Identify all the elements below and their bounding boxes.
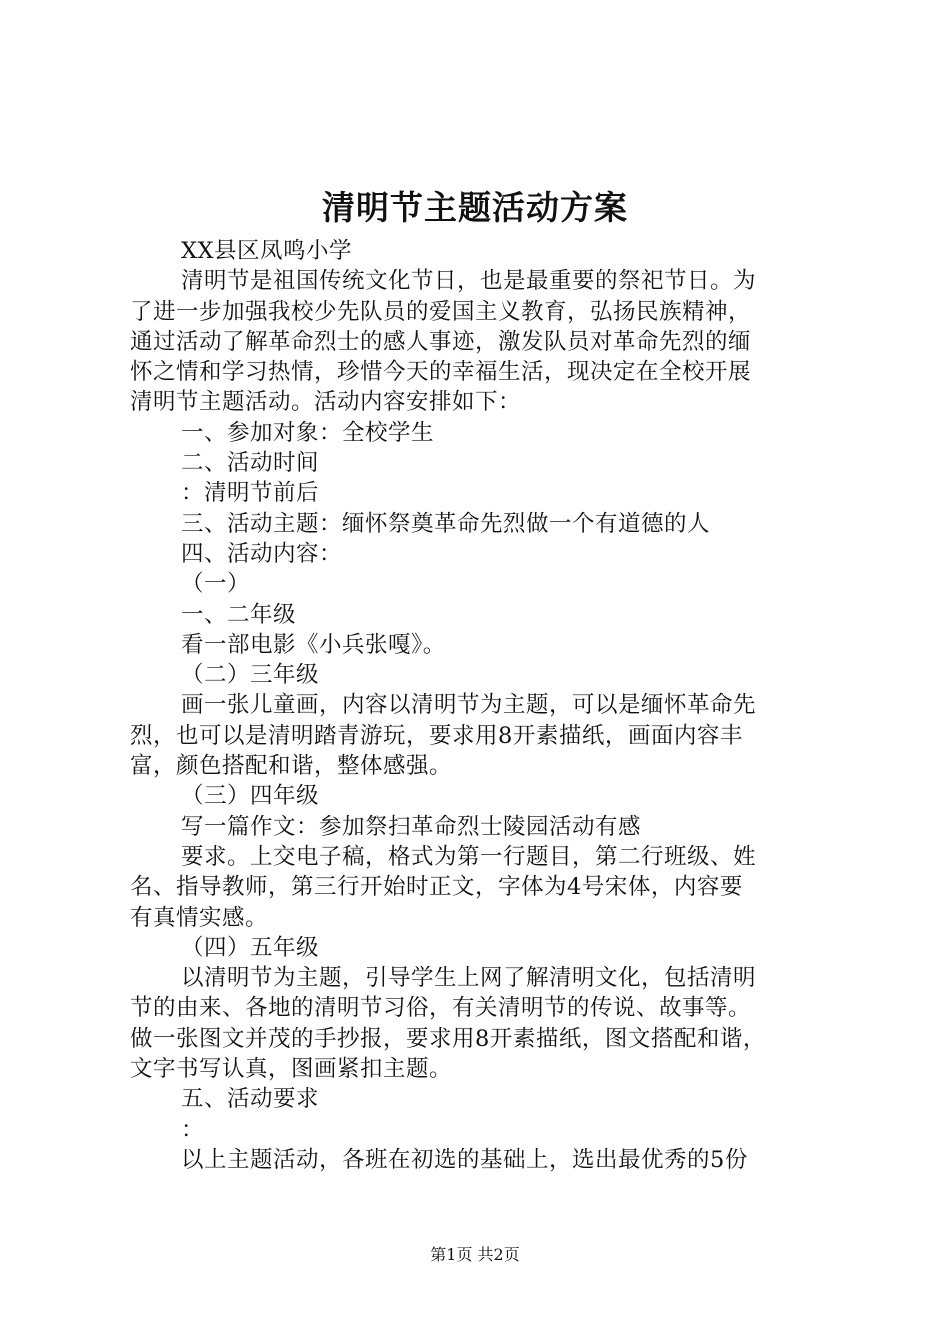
- body-line: 富，颜色搭配和谐，整体感强。: [130, 753, 453, 780]
- body-line: 要求。上交电子稿，格式为第一行题目，第二行班级、姓: [181, 843, 757, 870]
- body-line: 一、参加对象：全校学生: [181, 419, 435, 446]
- body-line: （四）五年级: [181, 934, 320, 961]
- body-line: 四、活动内容：: [181, 540, 343, 567]
- body-line: 有真情实感。: [130, 904, 269, 931]
- body-line: 通过活动了解革命烈士的感人事迹，激发队员对革命先烈的缅: [130, 328, 752, 355]
- body-line: 怀之情和学习热情，珍惜今天的幸福生活，现决定在全校开展: [130, 359, 752, 386]
- body-line: 名、指导教师，第三行开始时正文，字体为4号宋体，内容要: [130, 874, 743, 901]
- body-line: ：清明节前后: [181, 480, 320, 507]
- body-line: （三）四年级: [181, 783, 320, 810]
- page-footer: 第1页 共2页: [430, 1245, 520, 1264]
- body-line: 三、活动主题：缅怀祭奠革命先烈做一个有道德的人: [181, 510, 711, 537]
- body-line: 二、活动时间: [181, 450, 320, 477]
- body-line: （二）三年级: [181, 662, 320, 689]
- body-line: 烈，也可以是清明踏青游玩，要求用8开素描纸，画面内容丰: [130, 722, 743, 749]
- body-line: 画一张儿童画，内容以清明节为主题，可以是缅怀革命先: [181, 692, 757, 719]
- body-line: ：: [181, 1116, 205, 1143]
- body-line: 清明节主题活动。活动内容安排如下：: [130, 389, 522, 416]
- body-line: 节的由来、各地的清明节习俗，有关清明节的传说、故事等。: [130, 995, 752, 1022]
- body-line: 看一部电影《小兵张嘎》。: [181, 631, 446, 658]
- body-line: 五、活动要求: [181, 1086, 320, 1113]
- body-line: 以清明节为主题，引导学生上网了解清明文化，包括清明: [181, 965, 757, 992]
- document-title: 清明节主题活动方案: [322, 188, 628, 227]
- body-line: 写一篇作文：参加祭扫革命烈士陵园活动有感: [181, 813, 642, 840]
- body-line: 一、二年级: [181, 601, 297, 628]
- body-line: 文字书写认真，图画紧扣主题。: [130, 1056, 453, 1083]
- document-body: [130, 236, 835, 1175]
- body-line: 以上主题活动，各班在初选的基础上，选出最优秀的5份: [181, 1146, 748, 1173]
- body-line: （一）: [181, 571, 251, 598]
- body-line: 做一张图文并茂的手抄报，要求用8开素描纸，图文搭配和谐，: [130, 1025, 766, 1052]
- body-line: 清明节是祖国传统文化节日，也是最重要的祭祀节日。为: [181, 268, 757, 295]
- body-line: 了进一步加强我校少先队员的爱国主义教育，弘扬民族精神，: [130, 298, 752, 325]
- body-line: XX县区凤鸣小学: [181, 238, 353, 264]
